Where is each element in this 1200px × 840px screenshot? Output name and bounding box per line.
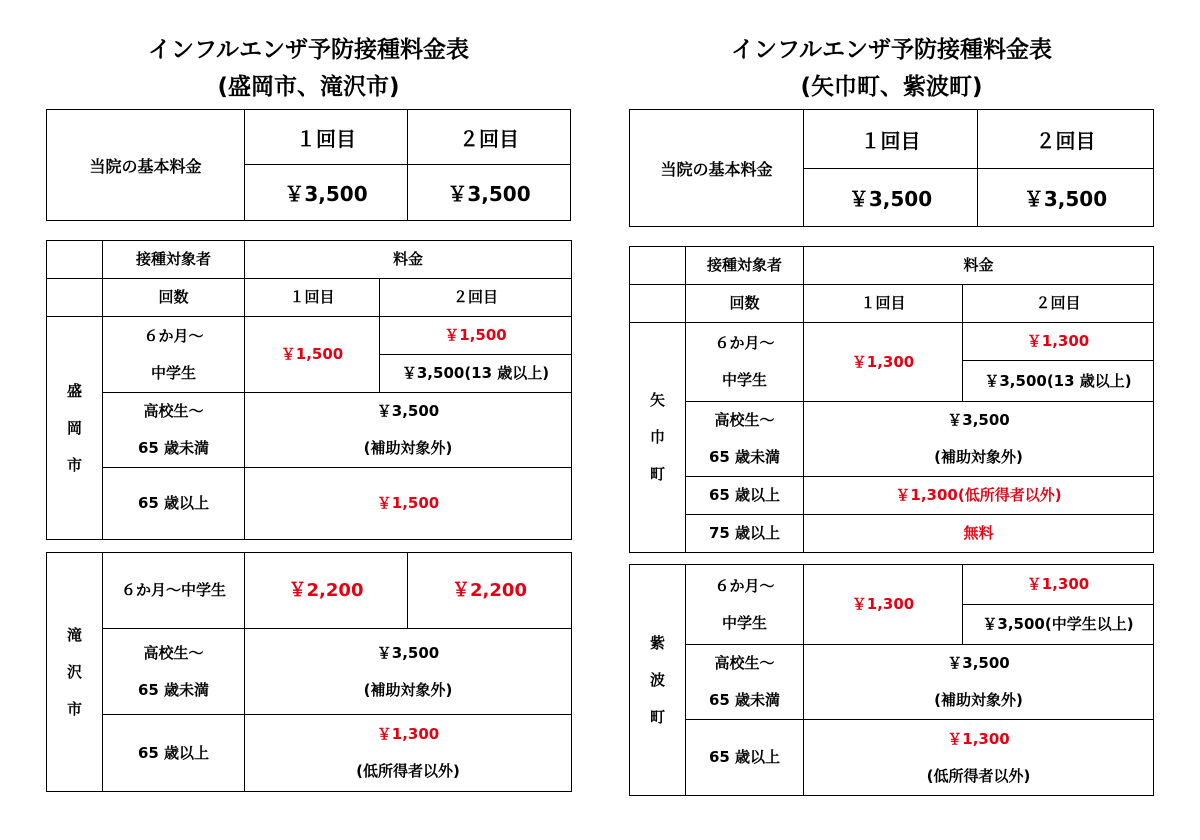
highschool-price-note: (補助対象外) bbox=[934, 691, 1023, 709]
base-fee-label: 当院の基本料金 bbox=[630, 110, 804, 227]
header-blank bbox=[47, 241, 103, 279]
city-char: 町 bbox=[649, 707, 665, 726]
city-char: 市 bbox=[66, 699, 82, 718]
target-65-over: 65 歳以上 bbox=[686, 720, 804, 796]
target-75-over: 75 歳以上 bbox=[686, 515, 804, 553]
highschool-price-note: (補助対象外) bbox=[363, 680, 453, 699]
header-col-2: ２回目 bbox=[380, 279, 572, 317]
highschool-price-note: (補助対象外) bbox=[363, 439, 453, 457]
base-col-1: １回目 bbox=[804, 110, 978, 169]
target-highschool bbox=[686, 402, 804, 477]
child-price-1: ￥1,300 bbox=[804, 323, 963, 402]
senior-price-note: (低所得者以外) bbox=[926, 766, 1031, 785]
header-blank bbox=[630, 285, 686, 323]
header-col-1: １回目 bbox=[245, 279, 380, 317]
highschool-price-value: ￥3,500 bbox=[376, 643, 440, 662]
senior-price-value: ￥1,300 bbox=[376, 725, 440, 743]
header-count: 回数 bbox=[103, 279, 245, 317]
right-base-fee-table bbox=[629, 109, 1154, 227]
header-blank bbox=[630, 247, 686, 285]
header-col-2: ２回目 bbox=[963, 285, 1154, 323]
city-char: 巾 bbox=[649, 428, 665, 446]
child-price-2-over13: ￥3,500(13 歳以上) bbox=[963, 361, 1154, 402]
base-col-1: １回目 bbox=[245, 110, 408, 165]
target-highschool bbox=[103, 629, 245, 715]
header-col-1: １回目 bbox=[804, 285, 963, 323]
left-base-fee-table bbox=[46, 109, 571, 221]
target-highschool-line1: 高校生～ bbox=[143, 643, 204, 662]
city-shiwa bbox=[630, 565, 686, 796]
child-price-2: ￥1,300 bbox=[963, 565, 1154, 605]
target-highschool-line1: 高校生～ bbox=[714, 411, 775, 429]
target-65-over: 65 歳以上 bbox=[103, 715, 245, 792]
child-price-2: ￥1,500 bbox=[380, 317, 572, 355]
city-char: 波 bbox=[649, 670, 665, 689]
target-65-over: 65 歳以上 bbox=[103, 468, 245, 540]
right-title-line2: (矢巾町、紫波町) bbox=[800, 74, 983, 100]
left-title bbox=[46, 32, 571, 106]
target-child-line1: ６か月～ bbox=[714, 576, 775, 595]
city-char: 岡 bbox=[66, 418, 82, 437]
yahaba-fee-table bbox=[629, 246, 1154, 553]
city-char: 町 bbox=[649, 465, 665, 483]
highschool-price bbox=[245, 393, 572, 468]
takizawa-fee-table bbox=[46, 552, 572, 792]
target-child-line2: 中学生 bbox=[721, 371, 767, 389]
target-child: ６か月～中学生 bbox=[103, 553, 245, 629]
target-65-over: 65 歳以上 bbox=[686, 477, 804, 515]
header-target: 接種対象者 bbox=[103, 241, 245, 279]
senior-price bbox=[804, 720, 1154, 796]
child-price-2: ￥2,200 bbox=[408, 553, 572, 629]
city-char: 滝 bbox=[66, 625, 82, 644]
left-title-line2: (盛岡市、滝沢市) bbox=[217, 74, 400, 100]
target-child-line2: 中学生 bbox=[721, 613, 767, 632]
base-price-1: ￥3,500 bbox=[245, 165, 408, 221]
city-char: 矢 bbox=[649, 391, 665, 409]
left-title-line1: インフルエンザ予防接種料金表 bbox=[147, 37, 470, 63]
target-child bbox=[686, 565, 804, 645]
target-child-line2: 中学生 bbox=[150, 363, 196, 382]
target-child bbox=[103, 317, 245, 393]
target-child-line1: ６か月～ bbox=[143, 326, 204, 345]
header-blank bbox=[47, 279, 103, 317]
city-morioka bbox=[47, 317, 103, 540]
child-price-1: ￥2,200 bbox=[245, 553, 408, 629]
city-char: 紫 bbox=[649, 633, 665, 652]
senior-price-note: (低所得者以外) bbox=[356, 762, 460, 780]
base-price-1: ￥3,500 bbox=[804, 169, 978, 227]
highschool-price bbox=[804, 402, 1154, 477]
highschool-price bbox=[804, 645, 1154, 720]
header-fee: 料金 bbox=[245, 241, 572, 279]
target-highschool-line1: 高校生～ bbox=[714, 654, 775, 672]
senior-price: ￥1,300(低所得者以外) bbox=[804, 477, 1154, 515]
target-highschool-line2: 65 歳未満 bbox=[137, 439, 210, 457]
header-count: 回数 bbox=[686, 285, 804, 323]
city-char: 盛 bbox=[66, 381, 82, 400]
target-highschool-line2: 65 歳未満 bbox=[708, 691, 781, 709]
base-price-2: ￥3,500 bbox=[408, 165, 571, 221]
child-price-1: ￥1,300 bbox=[804, 565, 963, 645]
child-price-2-over13: ￥3,500(13 歳以上) bbox=[380, 355, 572, 393]
target-highschool bbox=[103, 393, 245, 468]
child-price-2-junior-high: ￥3,500(中学生以上) bbox=[963, 605, 1154, 645]
base-col-2: ２回目 bbox=[978, 110, 1154, 169]
highschool-price-note: (補助対象外) bbox=[934, 448, 1023, 466]
morioka-fee-table bbox=[46, 240, 572, 540]
city-char: 沢 bbox=[66, 662, 82, 681]
right-title-line1: インフルエンザ予防接種料金表 bbox=[730, 37, 1053, 63]
target-highschool bbox=[686, 645, 804, 720]
city-takizawa bbox=[47, 553, 103, 792]
senior-price: ￥1,500 bbox=[245, 468, 572, 540]
child-price-1: ￥1,500 bbox=[245, 317, 380, 393]
target-child bbox=[686, 323, 804, 402]
target-highschool-line2: 65 歳未満 bbox=[708, 448, 781, 466]
target-child-line1: ６か月～ bbox=[714, 334, 775, 352]
shiwa-fee-table bbox=[629, 564, 1154, 796]
highschool-price-value: ￥3,500 bbox=[376, 402, 440, 420]
senior-price bbox=[245, 715, 572, 792]
right-title bbox=[630, 32, 1153, 106]
base-fee-label: 当院の基本料金 bbox=[47, 110, 245, 221]
senior-price-value: ￥1,300 bbox=[947, 729, 1010, 748]
highschool-price bbox=[245, 629, 572, 715]
header-fee: 料金 bbox=[804, 247, 1154, 285]
elder-price-free: 無料 bbox=[804, 515, 1154, 553]
base-col-2: ２回目 bbox=[408, 110, 571, 165]
header-target: 接種対象者 bbox=[686, 247, 804, 285]
highschool-price-value: ￥3,500 bbox=[947, 654, 1010, 672]
target-highschool-line1: 高校生～ bbox=[143, 402, 204, 420]
target-highschool-line2: 65 歳未満 bbox=[137, 680, 210, 699]
base-price-2: ￥3,500 bbox=[978, 169, 1154, 227]
city-yahaba bbox=[630, 323, 686, 553]
city-char: 市 bbox=[66, 455, 82, 474]
child-price-2: ￥1,300 bbox=[963, 323, 1154, 361]
highschool-price-value: ￥3,500 bbox=[947, 411, 1010, 429]
